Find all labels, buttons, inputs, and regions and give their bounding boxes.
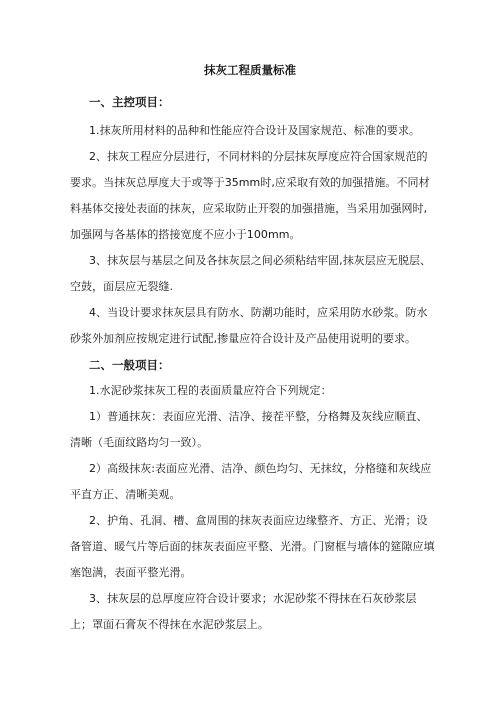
paragraph-thickness: 3、抹灰层的总厚度应符合设计要求；水泥砂浆不得抹在石灰砂浆层上；罩面石膏灰不得抹在水泥砂浆层上。 (70, 592, 417, 631)
paragraph-ordinary-plaster: 1）普通抹灰：表面应光滑、洁净、接茬平整，分格舞及灰线应顺直、清晰（毛面纹路均匀一致）。 (70, 410, 428, 449)
paragraph-corners-holes: 2、护角、孔洞、槽、盒周围的抹灰表面应边缘整齐、方正、光滑；设备管道、暖气片等后面的抹灰表面应平整、光滑。门窗框与墙体的筵隙应填塞饱满，表面平整光滑。 (70, 514, 435, 579)
paragraph-advanced-plaster: 2）高级抹灰:表面应光滑、洁净、颜色均匀、无抹纹，分格缝和灰线应平直方正、清晰美观。 (70, 462, 432, 501)
paragraph-layering: 2、抹灰工程应分层进行，不同材料的分层抹灰厚度应符合国家规范的要求。当抹灰总厚度大于或等于35mm时,应采取有效的加强措施。不同材料基体交接处表面的抹灰，应采取防止开裂的加强措施，当采用加强网时,加强网与各基体的搭接宽度不应小于100mm。 (70, 150, 430, 241)
paragraph-cement-mortar: 1.水泥砂浆抹灰工程的表面质量应符合下列规定： (89, 384, 332, 397)
paragraph-bonding: 3、抹灰层与基层之间及各抹灰层之间必须粘结牢固,抹灰层应无脱层、空鼓，面层应无裂缝. (70, 254, 432, 293)
section-heading-general-items: 二、一般项目： (89, 358, 170, 372)
paragraph-waterproof: 4、当设计要求抹灰层具有防水、防潮功能时，应采用防水砂浆。防水砂浆外加剂应按规定进行试配,掺量应符合设计及产品使用说明的要求。 (70, 306, 428, 345)
document-title: 抹灰工程质量标准 (204, 63, 296, 77)
paragraph-materials: 1.抹灰所用材料的品种和性能应符合设计及国家规范、标准的要求。 (89, 124, 421, 137)
section-heading-main-items: 一、主控项目： (89, 95, 170, 109)
